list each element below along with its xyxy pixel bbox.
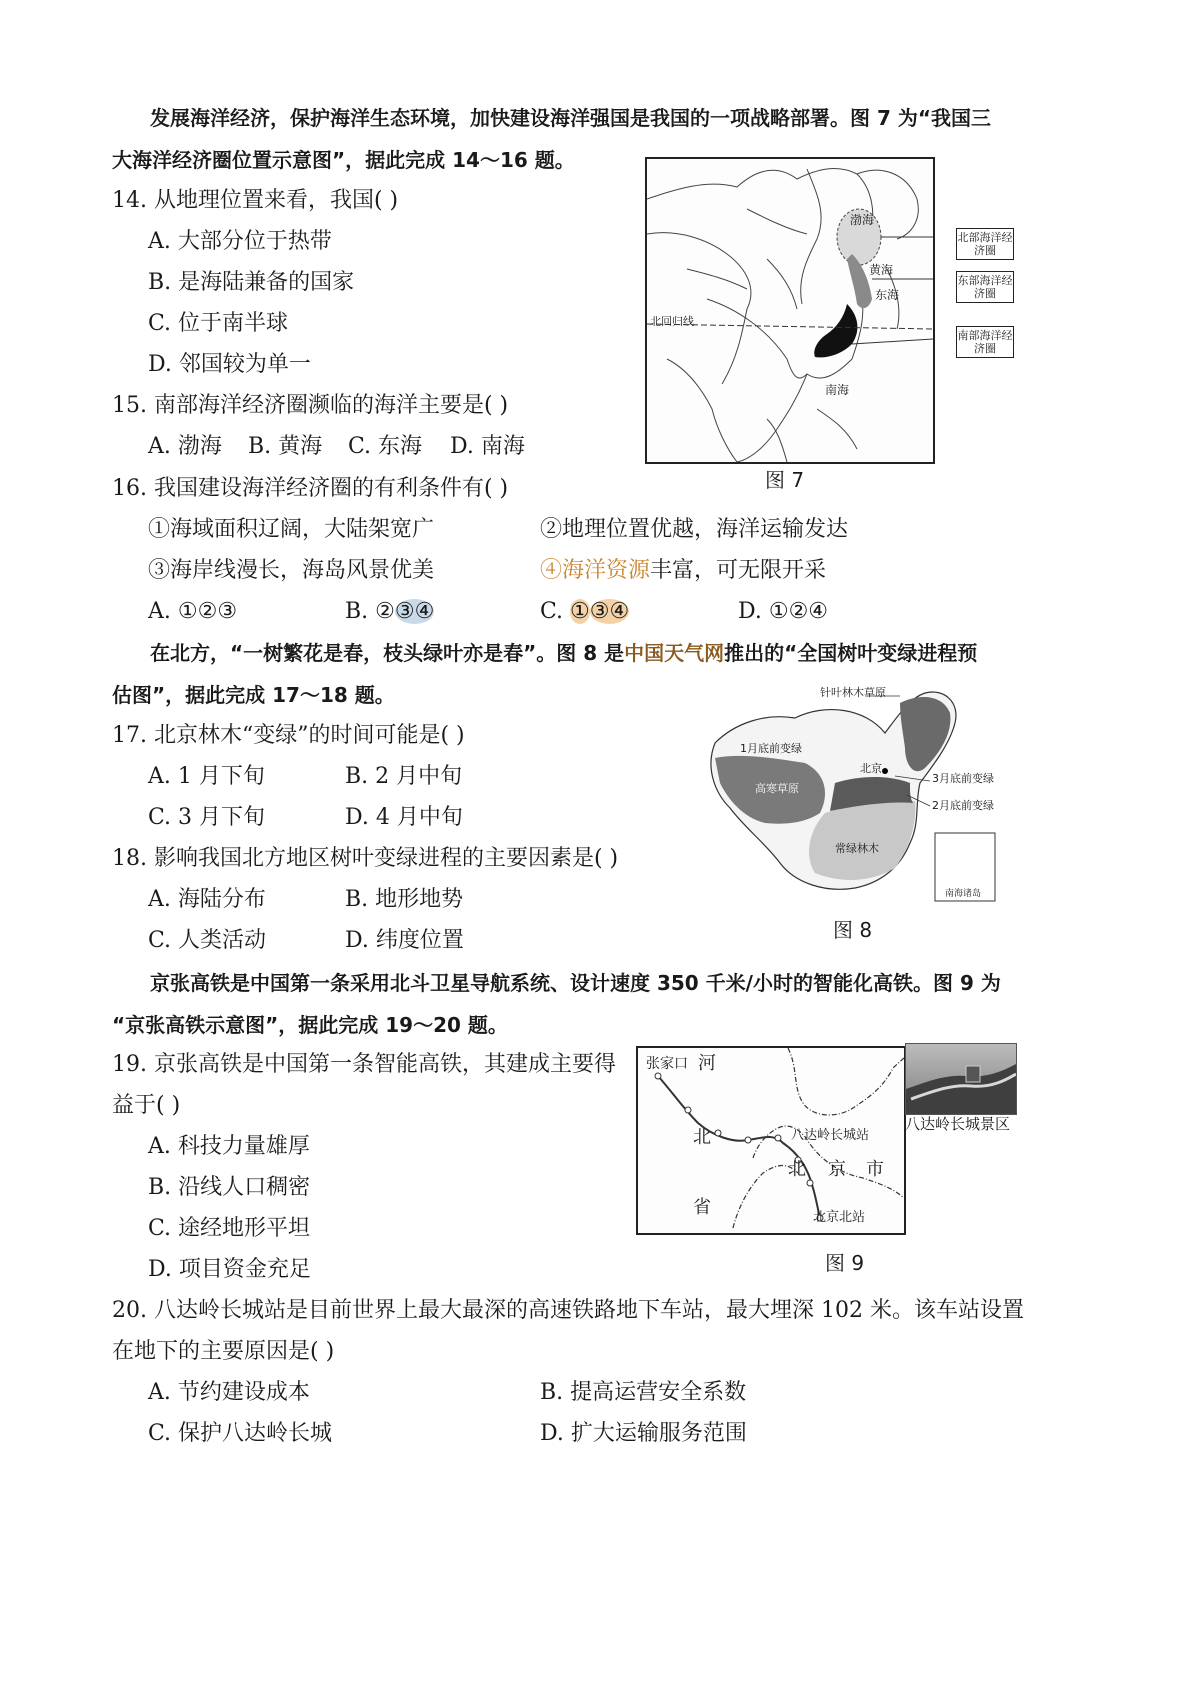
q20-stem-line1: 20. 八达岭长城站是目前世界上最大最深的高速铁路地下车站，最大埋深 102 米。该车站设置	[112, 1298, 1024, 1323]
figure-7-caption: 图 7	[765, 468, 805, 492]
q16-option-c-highlight-2: ③④	[589, 599, 630, 624]
station-badaling	[775, 1135, 781, 1141]
q16-option-c[interactable]	[540, 597, 629, 627]
q16-option-b[interactable]	[345, 597, 434, 627]
badaling-photo	[905, 1043, 1017, 1115]
intro2-line2: 估图”，据此完成 17～18 题。	[112, 683, 395, 707]
station-zhangjiakou	[655, 1073, 661, 1079]
q14-option-b[interactable]: B. 是海陆兼备的国家	[148, 270, 355, 295]
figure-8-caption: 图 8	[833, 918, 873, 942]
conifer-region	[900, 697, 950, 771]
intro2-line1-c: 推出的“全国树叶变绿进程预	[724, 641, 978, 665]
intro1-line2: 大海洋经济圈位置示意图”，据此完成 14～16 题。	[112, 148, 575, 172]
q19-stem-line2: 益于( )	[112, 1093, 181, 1118]
q15-option-c[interactable]: C. 东海	[348, 434, 423, 459]
photo-tower	[966, 1066, 980, 1082]
bei-label-2: 北	[788, 1159, 806, 1180]
badaling-label: 八达岭长城站	[791, 1128, 870, 1143]
q14-stem: 14. 从地理位置来看，我国( )	[112, 188, 399, 213]
inset-label: 南海诸岛	[945, 889, 982, 899]
figure-7-svg	[647, 159, 933, 462]
q18-option-a[interactable]: A. 海陆分布	[148, 887, 266, 912]
figure-8-svg	[695, 683, 1015, 908]
q15-option-a[interactable]: A. 渤海	[148, 434, 222, 459]
boundary-upper	[788, 1048, 904, 1115]
north-ocean-circle-label: 北部海洋经济圈	[956, 228, 1014, 260]
sea-huanghai-label: 黄海	[869, 263, 894, 277]
railway-line	[658, 1076, 820, 1218]
q15-option-d[interactable]: D. 南海	[450, 434, 525, 459]
south-leader	[852, 339, 933, 344]
q16-option-d[interactable]: D. ①②④	[738, 599, 829, 624]
sea-nanhai-label: 南海	[825, 383, 850, 397]
q16-statement-2: ②地理位置优越，海洋运输发达	[540, 517, 849, 542]
q20-option-a[interactable]: A. 节约建设成本	[148, 1380, 310, 1405]
q20-option-c[interactable]: C. 保护八达岭长城	[148, 1421, 333, 1446]
intro1-line1: 发展海洋经济，保护海洋生态环境，加快建设海洋强国是我国的一项战略部署。图 7 为“我国三	[150, 106, 991, 130]
sea-bohai-label: 渤海	[850, 213, 875, 227]
plateau-label: 高寒草原	[755, 782, 799, 795]
q18-stem: 18. 影响我国北方地区树叶变绿进程的主要因素是( )	[112, 846, 619, 871]
photo-mountain	[906, 1064, 1016, 1114]
bei-label-1: 北	[693, 1127, 711, 1148]
q17-option-d[interactable]: D. 4 月中旬	[345, 805, 463, 830]
jan-label: 1月底前变绿	[740, 742, 802, 755]
tropic-label: 北回归线	[650, 315, 694, 328]
q14-option-a[interactable]: A. 大部分位于热带	[148, 229, 332, 254]
mar-label: 3月底前变绿	[932, 772, 994, 785]
q19-stem-line1: 19. 京张高铁是中国第一条智能高铁，其建成主要得	[112, 1052, 616, 1077]
q17-option-b[interactable]: B. 2 月中旬	[345, 764, 463, 789]
q16-option-a[interactable]: A. ①②③	[148, 599, 238, 624]
q15-option-b[interactable]: B. 黄海	[248, 434, 323, 459]
q17-option-a[interactable]: A. 1 月下旬	[148, 764, 265, 789]
east-ocean-circle-label: 东部海洋经济圈	[956, 271, 1014, 303]
jing-label: 京	[828, 1159, 846, 1180]
zhangjiakou-label: 张家口	[646, 1056, 688, 1072]
beijing-label: 北京	[860, 762, 882, 775]
intro2-line1	[150, 638, 977, 668]
intro2-line1-highlight: 中国天气网	[624, 641, 725, 665]
q19-option-b[interactable]: B. 沿线人口稠密	[148, 1175, 311, 1200]
q20-option-b[interactable]: B. 提高运营安全系数	[540, 1380, 747, 1405]
conifer-label: 针叶林木草原	[820, 686, 886, 699]
beijing-marker	[882, 768, 888, 774]
badaling-photo-svg	[906, 1044, 1016, 1114]
intro3-line1: 京张高铁是中国第一条采用北斗卫星导航系统、设计速度 350 千米/小时的智能化高铁。图 9 为	[150, 971, 1001, 995]
q14-option-c[interactable]: C. 位于南半球	[148, 311, 289, 336]
figure-8-map	[695, 683, 1015, 908]
q16-statement-1: ①海域面积辽阔，大陆架宽广	[148, 517, 435, 542]
q17-stem: 17. 北京林木“变绿”的时间可能是( )	[112, 723, 465, 748]
station-2	[685, 1107, 691, 1113]
q17-option-c[interactable]: C. 3 月下旬	[148, 805, 266, 830]
q20-option-d[interactable]: D. 扩大运输服务范围	[540, 1421, 747, 1446]
q16-option-c-text: C.	[540, 599, 571, 624]
q16-stem: 16. 我国建设海洋经济圈的有利条件有( )	[112, 476, 509, 501]
q16-option-b-text: B. ②	[345, 599, 395, 624]
feb-label: 2月底前变绿	[932, 799, 994, 812]
q18-option-b[interactable]: B. 地形地势	[345, 887, 464, 912]
q18-option-d[interactable]: D. 纬度位置	[345, 928, 464, 953]
q16-statement-3: ③海岸线漫长，海岛风景优美	[148, 558, 435, 583]
station-3	[715, 1130, 721, 1136]
figure-7-map	[645, 157, 935, 464]
q16-statement-4-rest: 丰富，可无限开采	[650, 558, 827, 583]
sea-donghai-label: 东海	[875, 288, 900, 302]
q15-stem: 15. 南部海洋经济圈濒临的海洋主要是( )	[112, 393, 509, 418]
q19-option-a[interactable]: A. 科技力量雄厚	[148, 1134, 310, 1159]
q19-option-c[interactable]: C. 途经地形平坦	[148, 1216, 311, 1241]
beijingbei-label: 北京北站	[813, 1210, 866, 1225]
figure-9-caption: 图 9	[825, 1251, 865, 1275]
station-4	[745, 1137, 751, 1143]
evergreen-label: 常绿林木	[835, 842, 879, 855]
q14-option-d[interactable]: D. 邻国较为单一	[148, 352, 311, 377]
shi-label: 市	[866, 1159, 884, 1180]
south-ocean-circle-region	[814, 304, 857, 357]
south-ocean-circle-label: 南部海洋经济圈	[956, 326, 1014, 358]
q16-option-b-highlight: ③④	[394, 599, 435, 624]
q16-statement-4-highlight: ④海洋资源	[540, 558, 651, 583]
station-7	[807, 1180, 813, 1186]
q18-option-c[interactable]: C. 人类活动	[148, 928, 267, 953]
q19-option-d[interactable]: D. 项目资金充足	[148, 1257, 311, 1282]
photo-caption: 八达岭长城景区	[905, 1115, 1011, 1133]
q16-option-c-highlight-1: ①	[570, 599, 590, 624]
intro3-line2: “京张高铁示意图”，据此完成 19～20 题。	[112, 1013, 508, 1037]
sheng-label: 省	[693, 1197, 711, 1218]
he-label: 河	[698, 1053, 716, 1074]
q20-stem-line2: 在地下的主要原因是( )	[112, 1339, 335, 1364]
intro2-line1-a: 在北方，“一树繁花是春，枝头绿叶亦是春”。图 8 是	[150, 641, 625, 665]
figure-9-map	[636, 1046, 906, 1235]
q16-statement-4	[540, 556, 826, 586]
